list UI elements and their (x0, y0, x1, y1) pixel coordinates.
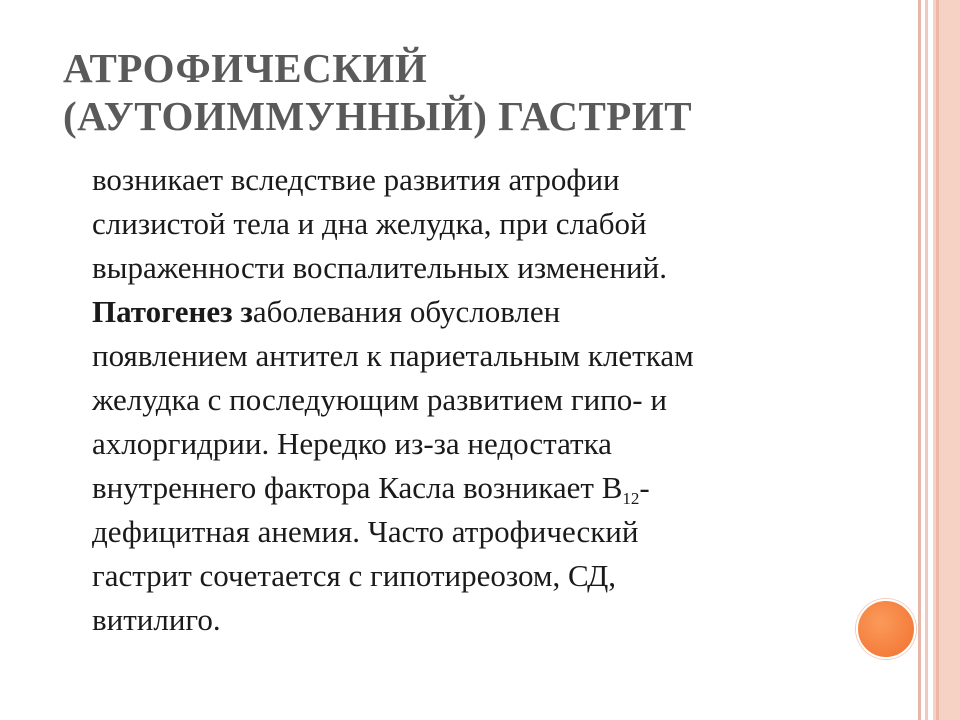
decorative-stripe (936, 0, 939, 720)
slide-title (63, 44, 913, 140)
decorative-stripe (925, 0, 928, 720)
body-line: гастрит сочетается с гипотиреозом, СД, (92, 558, 617, 593)
body-line: аболевания обусловлен (252, 294, 561, 329)
body-line: внутреннего фактора Касла возникает B (92, 470, 623, 505)
body-line: дефицитная анемия. Часто атрофический (92, 514, 639, 549)
orange-circle-decoration (856, 599, 916, 659)
title-line-1: АТРОФИЧЕСКИЙ (63, 45, 428, 91)
body-line: ахлоргидрии. Нередко из-за недостатка (92, 426, 612, 461)
body-line: слизистой тела и дна желудка, при слабой (92, 206, 647, 241)
subscript-12: 12 (622, 489, 640, 508)
decorative-stripe (918, 0, 921, 720)
body-line: появлением антител к париетальным клеткам (92, 338, 694, 373)
title-line-2: (АУТОИММУННЫЙ) ГАСТРИТ (63, 93, 693, 139)
body-line: витилиго. (92, 602, 221, 637)
body-line: - (639, 470, 650, 505)
body-line: выраженности воспалительных изменений. (92, 250, 667, 285)
body-line: возникает вследствие развития атрофии (92, 162, 620, 197)
body-bold-term: Патогенез з (92, 294, 253, 329)
slide-body (92, 158, 872, 642)
body-line: желудка с последующим развитием гипо- и (92, 382, 667, 417)
